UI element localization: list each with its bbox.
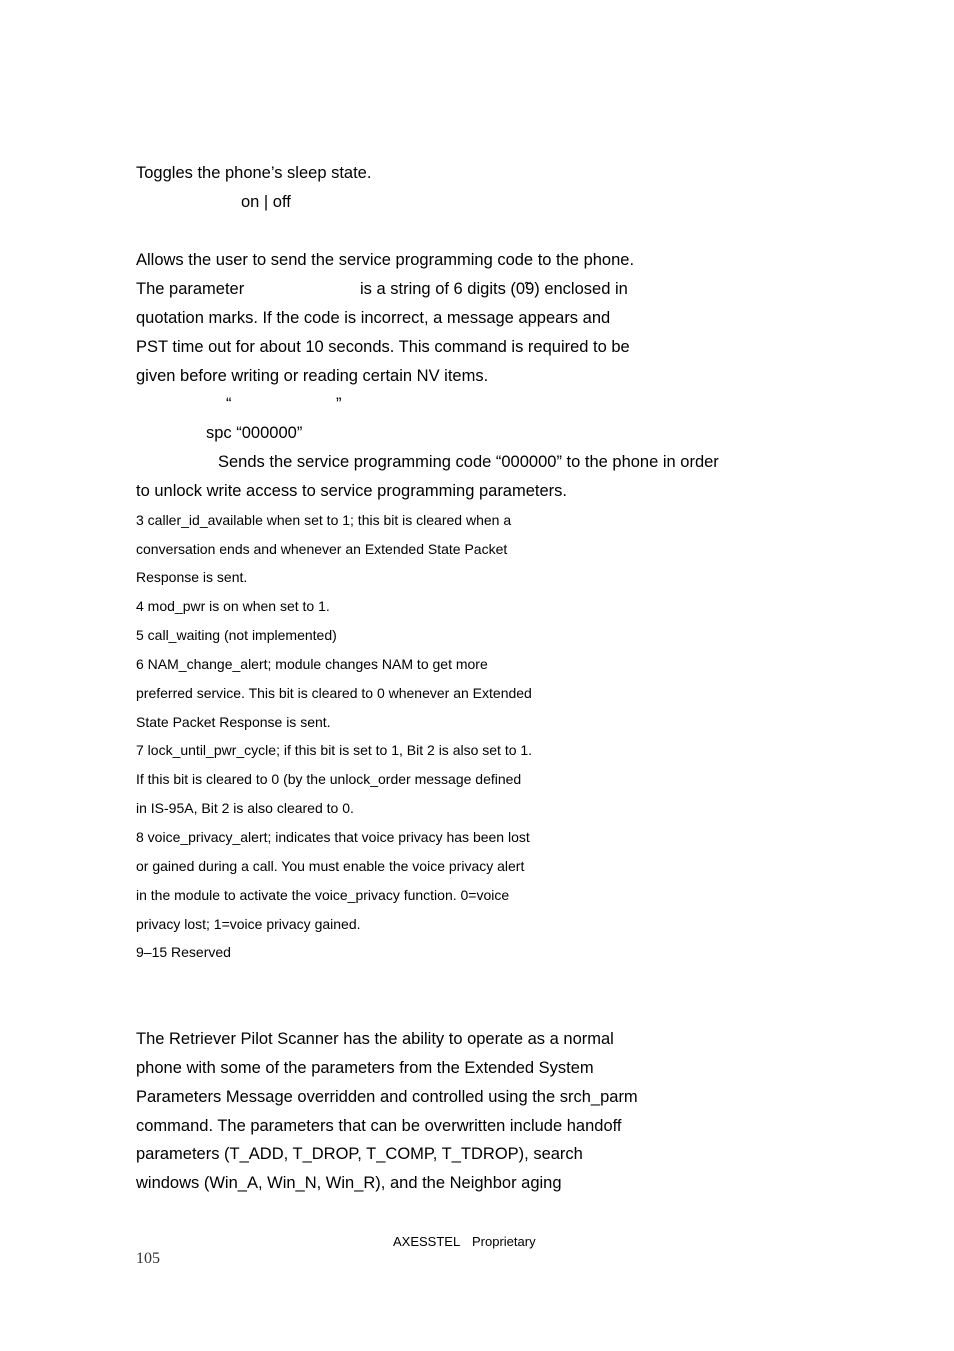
spc-syntax-open-quote: “ xyxy=(226,395,232,413)
bit-line: State Packet Response is sent. xyxy=(136,714,331,730)
footer-label: Proprietary xyxy=(472,1234,536,1249)
spc-line-1: Allows the user to send the service programming code to the phone. xyxy=(136,251,635,269)
sleep-options: on | off xyxy=(241,193,291,211)
scanner-line: Parameters Message overridden and controlled using the srch_parm xyxy=(136,1088,638,1106)
bit-line: preferred service. This bit is cleared to 0 whenever an Extended xyxy=(136,685,532,701)
scanner-line: phone with some of the parameters from the Extended System xyxy=(136,1059,594,1077)
spc-line-3: quotation marks. If the code is incorrect, a message appears and xyxy=(136,309,611,327)
bit-line: 6 NAM_change_alert; module changes NAM to get more xyxy=(136,656,488,672)
bit-line: privacy lost; 1=voice privacy gained. xyxy=(136,916,361,932)
sleep-description: Toggles the phone’s sleep state. xyxy=(136,164,372,182)
scanner-line: windows (Win_A, Win_N, Win_R), and the Neighbor aging xyxy=(136,1174,562,1192)
bit-line: 5 call_waiting (not implemented) xyxy=(136,627,337,643)
spc-line-4: PST time out for about 10 seconds. This command is required to be xyxy=(136,338,630,356)
bit-line: 8 voice_privacy_alert; indicates that voice privacy has been lost xyxy=(136,829,530,845)
bit-line: conversation ends and whenever an Extended State Packet xyxy=(136,541,508,557)
spc-syntax-close-quote: ” xyxy=(336,395,342,413)
bit-line: 3 caller_id_available when set to 1; this bit is cleared when a xyxy=(136,512,512,528)
bit-line: in the module to activate the voice_privacy function. 0=voice xyxy=(136,887,510,903)
spc-param-prefix: The parameter xyxy=(136,280,245,298)
spc-example: spc “000000” xyxy=(206,424,303,442)
scanner-line: command. The parameters that can be overwritten include handoff xyxy=(136,1117,622,1135)
bit-line: or gained during a call. You must enable the voice privacy alert xyxy=(136,858,525,874)
bit-line: 9–15 Reserved xyxy=(136,944,231,960)
scanner-line: The Retriever Pilot Scanner has the ability to operate as a normal xyxy=(136,1030,614,1048)
spc-line-2: is a string of 6 digits (0̃9) enclosed in xyxy=(360,280,628,298)
spc-line-5: given before writing or reading certain NV items. xyxy=(136,367,489,385)
bit-line: in IS-95A, Bit 2 is also cleared to 0. xyxy=(136,800,354,816)
bit-line: 7 lock_until_pwr_cycle; if this bit is set to 1, Bit 2 is also set to 1. xyxy=(136,742,533,758)
spc-example-desc-1: Sends the service programming code “000000” to the phone in order xyxy=(218,453,719,471)
footer-company: AXESSTEL xyxy=(393,1234,461,1249)
bit-line: 4 mod_pwr is on when set to 1. xyxy=(136,598,330,614)
bit-line: If this bit is cleared to 0 (by the unlock_order message defined xyxy=(136,771,522,787)
page-number: 105 xyxy=(136,1250,160,1267)
spc-example-desc-2: to unlock write access to service programming parameters. xyxy=(136,482,567,500)
scanner-line: parameters (T_ADD, T_DROP, T_COMP, T_TDROP), search xyxy=(136,1145,583,1163)
bit-line: Response is sent. xyxy=(136,569,248,585)
